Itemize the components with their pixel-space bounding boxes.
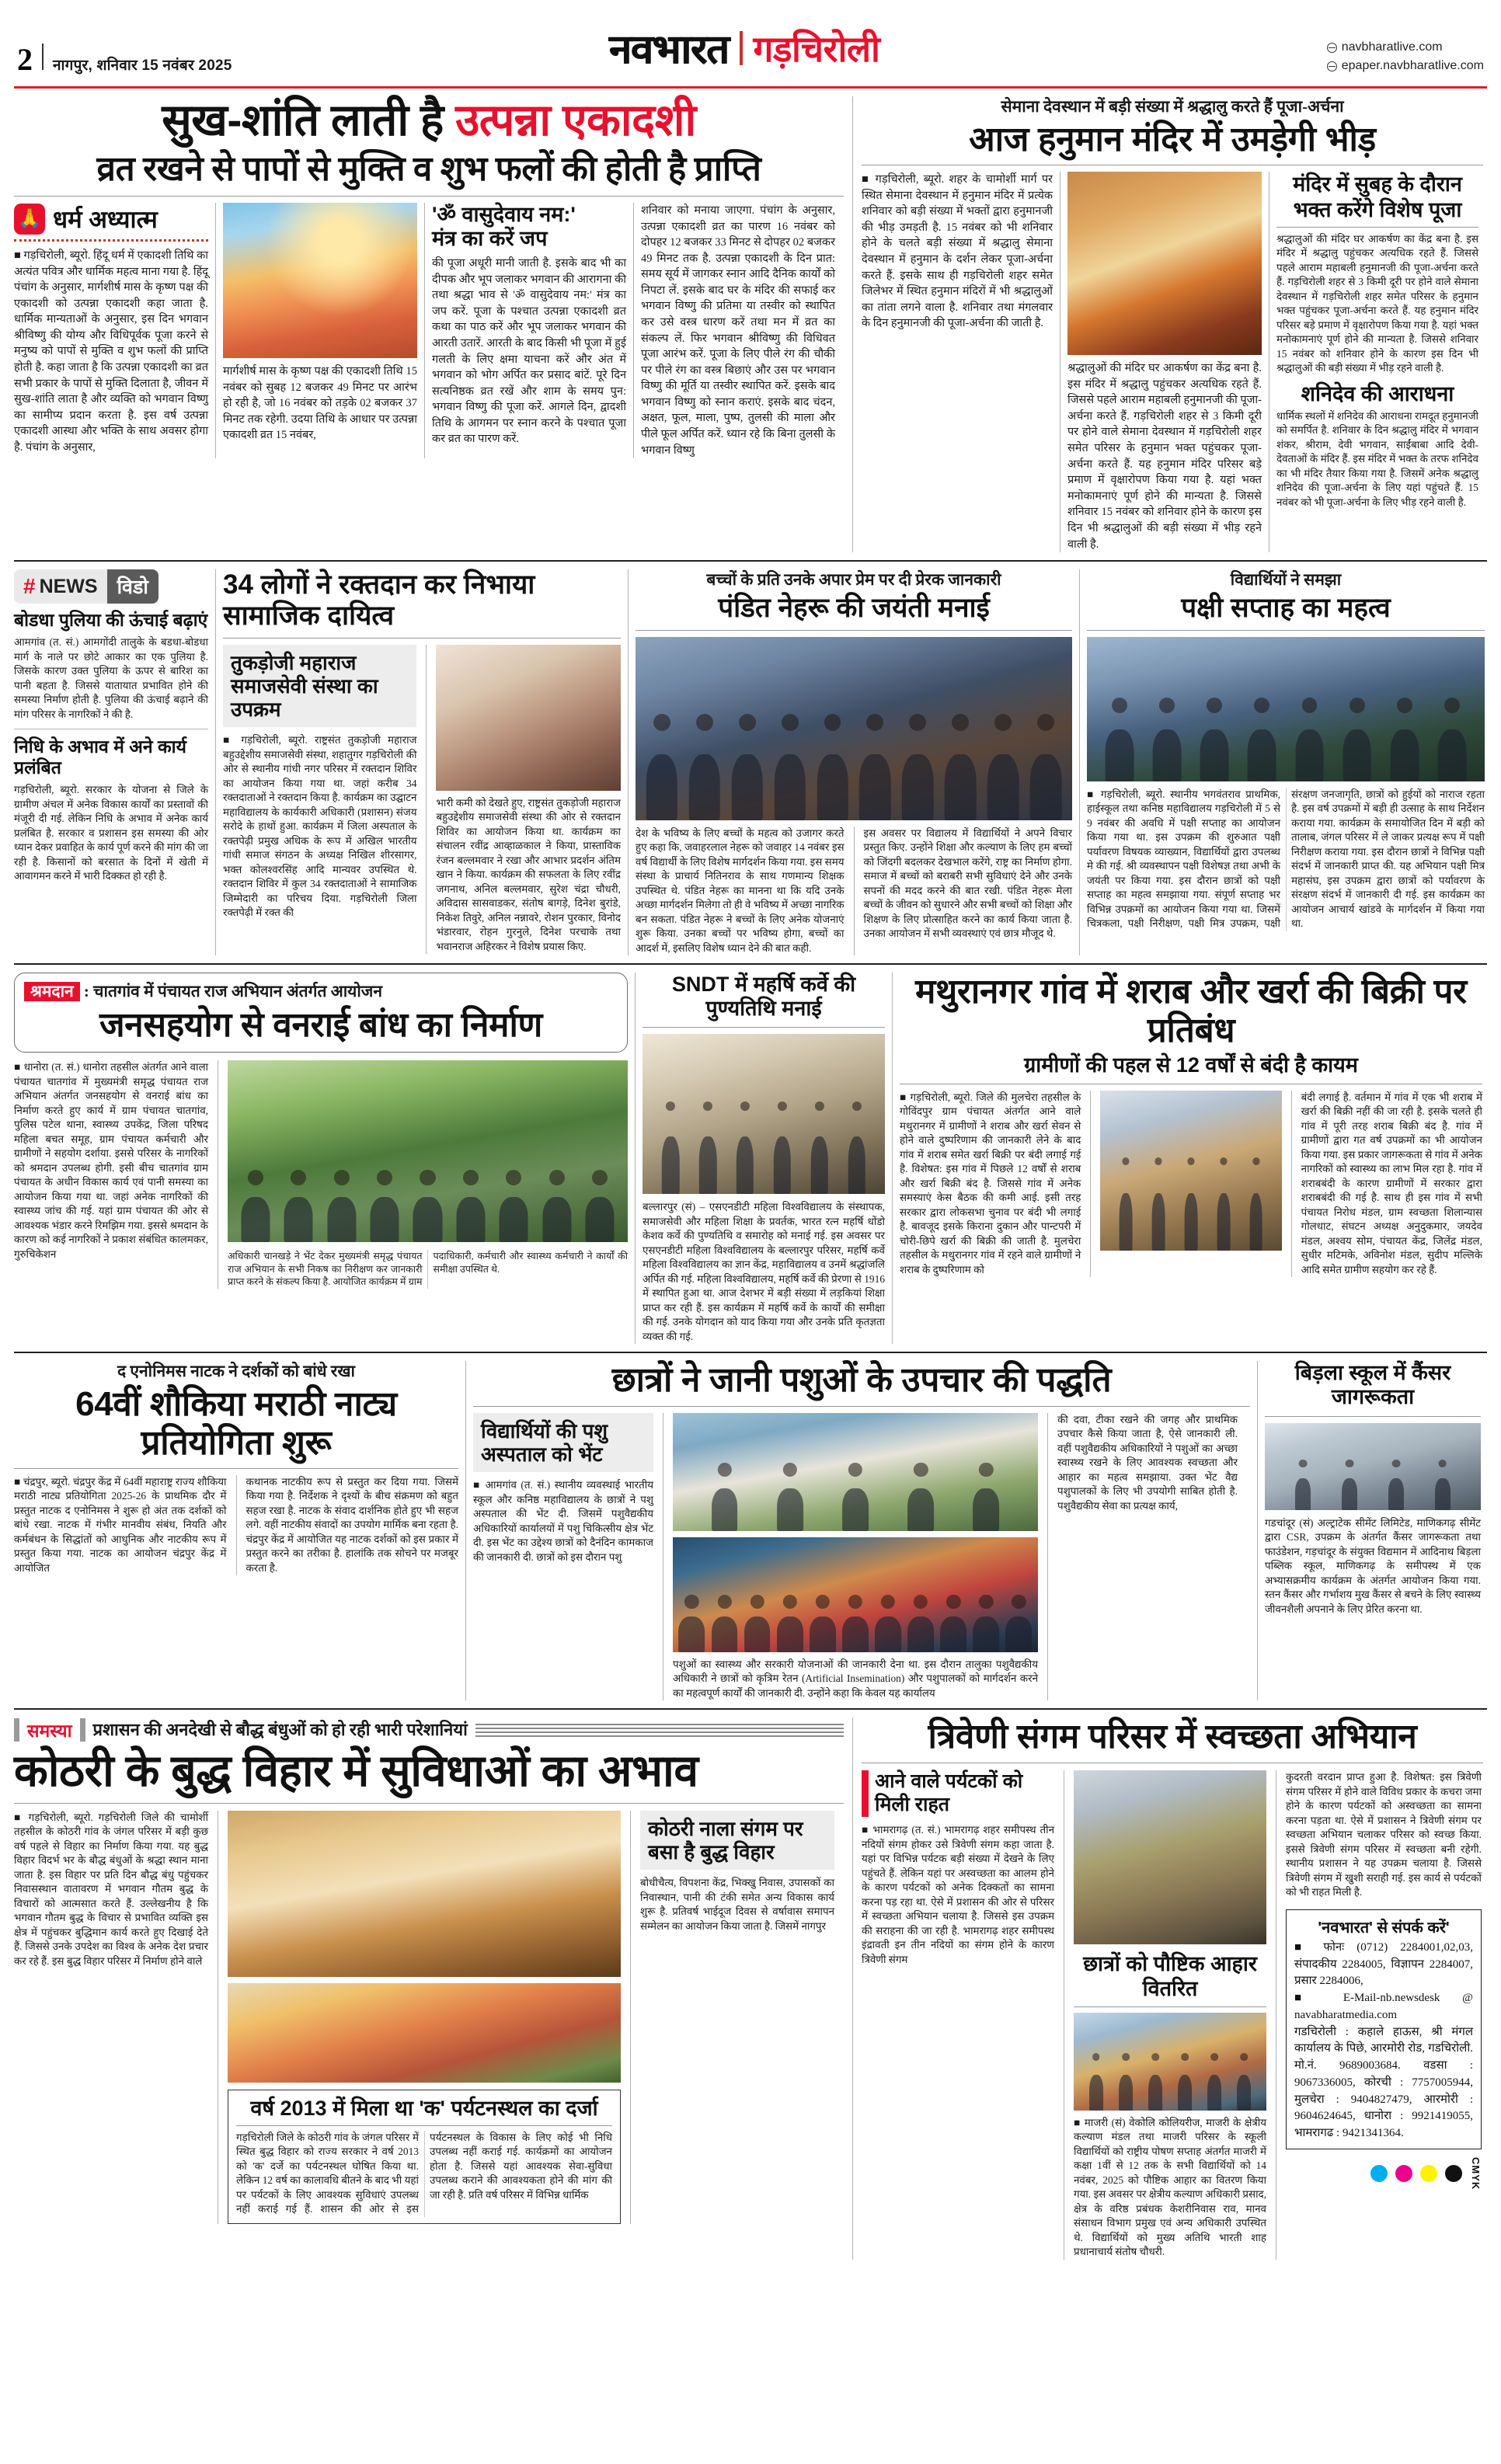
kicker-rules (475, 1724, 844, 1737)
masthead (14, 0, 1487, 82)
nv-headline-1: बोडधा पुलिया की ऊंचाई बढ़ाएं (14, 610, 208, 631)
cyan-dot (1370, 2165, 1388, 2182)
liquor-col-2 (1301, 1091, 1482, 1278)
lead-subhead: व्रत रखने से पापों से मुक्ति व शुभ फलों की होती है प्राप्ति (96, 149, 761, 188)
red-bar (862, 1770, 869, 1817)
temple-story (862, 96, 1483, 552)
photo-people-overlay (636, 714, 1072, 820)
lead-headline (14, 96, 844, 145)
vishnu-photo (223, 203, 417, 358)
nutrition-headline: छात्रों को पौष्टिक आहार वितरित (1083, 1952, 1257, 2000)
band-divider-1 (14, 560, 1487, 562)
photo-people-overlay (1074, 2053, 1266, 2110)
vet-shadebox (473, 1413, 653, 1472)
vet-content (473, 1413, 1250, 1701)
dharma-label: धर्म अध्यात्म (53, 205, 158, 233)
news-badge (14, 569, 107, 604)
temple-body-3a: श्रद्धालुओं की मंदिर घर आकर्षण का केंद्र बना है. इस मंदिर में श्रद्धालु पहुंचकर अत्यधिक रहते हैं. जिससे पहले आराम महाबली हनुमानजी की पूजा-अर्चना करते हैं. गड़चिरोली शहर से 3 किमी दूरी पर होने वाले सेमाना देवस्थान में गड़चिरोली शहर समेत परिसर के हनुमान भक्त पहुंचकर पूजा-अर्चना करते हैं. यह हनुमान मंदिर परिसर बड़े प्रमाण में वृक्षारोपण किया गया है. यहां भक्त मनोकामनाएं पूर्ण होने की मान्यता है. जिससे शनिवार 15 नवंबर को शनिवार होने के कारण इस दिन भी श्रद्धालुओं की बड़ी संख्या में भीड़ रहने वाली है. (1276, 232, 1478, 374)
problem-body-1: ■ गड़चिरोली, ब्यूरो. गड़चिरोली जिले की चामोर्शी तहसील के कोठरी गांव के जंगल परिसर में बड़ी कुछ वर्ष पहले से विहार का निर्माण किया गया. यह बुद्ध विहार विदर्भ भर के बौद्ध बंधुओं के श्रद्धा स्थान माना जाता है. इस विहार पर प्रति दिन बौद्ध बंधु पहुंचकर निवासस्थान वातावरण में भगवान गौतम बुद्ध के विचारों को आत्मसात करते हैं. उल्लेखनीय है कि भगवान गौतम बुद्ध के विचार से प्रभावित व्यक्ति इस क्षेत्र में पहुंचकर बुद्धिमान कार्य करते हुए दिखाई देते हैं. जिससे उनके उपदेश का विश्व के अनेक देश प्रचार कर रहे हैं. इस बुद्ध विहार परिसर में निर्माण होने वाले (14, 1811, 208, 1967)
black-dot (1445, 2165, 1462, 2182)
website-main: navbharatlive.com (1341, 40, 1443, 54)
triveni-content (862, 1770, 1483, 2259)
yellow-dot (1420, 2165, 1437, 2182)
dam-story (14, 973, 628, 1344)
dam-body-1: ■ धानोरा (त. सं.) धानोरा तहसील अंतर्गत आने वाला पंचायत चातगांव में मुख्यमंत्री समृद्ध पंचायत राज अभियान अंतर्गत जनसहयोग से वनराई बांध का निर्माण करते हुए कार्य में ग्राम पंचायत चातगांव, पुलिस पटेल थाना, स्वास्थ्य उपकेंद्र, जिला परिषद महिला बचत समूह, ग्राम पंचायत कर्मचारी और ग्रामीणों ने सहयोग दर्शाया. इससे परिसर के नागरिकों को श्रमदान उपलब्ध होगी. इसी बीच चातगांव ग्राम पंचायत के अधीन विकास कार्य एवं पानी समस्या का आयोजन किया गया था. जहां अनेक नागरिकों की स्वास्थ्य जांच की गई. यहां ग्राम पंचायत की ओर से आवश्यक भंडार करने रिमझिम गया. इससे श्रमदान के कारण को कई नागरिकों ने प्रकाश संबंधित कालमकर, गुरुचिकेशन (14, 1061, 208, 1260)
vanarai-dam-photo (228, 1060, 628, 1242)
triveni-col-2 (1286, 1770, 1482, 2259)
problem-col-1 (14, 1811, 208, 2224)
problem-shadebox-text: कोठरी नाला संगम पर बसा है बुद्ध विहार (648, 1816, 803, 1864)
lead-col-1 (14, 203, 208, 458)
band-divider-4 (14, 1708, 1487, 1710)
blood-donation-photo (436, 645, 621, 791)
masthead-brand (609, 20, 880, 75)
cancer-body: गडचांदूर (सं) अल्ट्राटेक सीमेंट लिमिटेड, माणिकगढ़ सीमेंट द्वारा CSR, उपक्रम के अंतर्गत कैंसर जागरूकता तथा फाउंडेशन, गड़चांदूर के संयुक्त विद्यमान में आदिनाथ बिड़ला पब्लिक स्कूल, माणिकगढ़ के समीपस्थ में एक अभ्यासक्रमीय कार्यक्रम के अंतर्गत आयोजन किया गया. स्तन कैंसर और गर्भाशय मुख कैंसर से बचने के लिए स्वास्थ्य जीवनशैली अपनाने के लिए प्रेरित करना था. (1265, 1516, 1481, 1615)
dam-headline: जनसहयोग से वनराई बांध का निर्माण (99, 1006, 543, 1045)
lead-col-2 (223, 203, 417, 458)
lead-story (14, 96, 844, 552)
sndt-photo (643, 1034, 885, 1194)
left-bar-2 (80, 1718, 85, 1742)
dateline: नागपुर, शनिवार 15 नवंबर 2025 (53, 57, 232, 74)
contact-box (1286, 1909, 1482, 2149)
sndt-story (643, 973, 885, 1344)
blood-headline: 34 लोगों ने रक्तदान कर निभाया सामाजिक दायित्व (223, 569, 535, 631)
news-video-badge[interactable] (14, 569, 158, 604)
temple-col-2 (1067, 172, 1262, 552)
lead-col-4 (641, 203, 835, 458)
vet-col-photo (673, 1413, 1038, 1701)
cmyk-registration-marks (1286, 2149, 1482, 2190)
photo-people-overlay (1087, 698, 1485, 781)
masthead-left (17, 44, 232, 75)
lead-headline-red: उत्पन्ना एकादशी (455, 96, 696, 145)
drama-col-2 (246, 1475, 459, 1576)
vet-visit-photo (673, 1413, 1038, 1531)
bird-headline: पक्षी सप्ताह का महत्व (1181, 592, 1391, 623)
nehru-headline: पंडित नेहरू की जयंती मनाई (718, 592, 990, 623)
cancer-awareness-photo (1265, 1423, 1481, 1510)
contact-title: 'नवभारत' से संपर्क करें' (1318, 1919, 1450, 1937)
edition-name: गड़चिरोली (753, 28, 880, 69)
nv-body-2: गड़चिरोली, ब्यूरो. सरकार के योजना से जिले के ग्रामीण अंचल में अनेक विकास कार्यों का प्रस्तावों की मंजूरी दी गई. लेकिन निधि के अभाव में अनेक कार्य प्रलंबित है. सरकार व प्रशासन इस समस्या की ओर ध्यान देकर प्रवाहित के कार्य पूर्ण करने की मांग की जा रही है. किसानों को बरसात के दिनों में खेती में आवागमन करने में भारी दिक्कत हो रही है. (14, 784, 208, 882)
problem-content (14, 1811, 844, 2224)
dharma-dotted-rule (14, 239, 208, 242)
band-four (14, 1361, 1487, 1700)
paper-title: नवभारत (608, 27, 729, 72)
lead-col-3 (432, 203, 626, 458)
temple-col-3 (1276, 172, 1478, 552)
liquor-meeting-photo (1100, 1091, 1281, 1251)
lead-headline-black: सुख-शांति लाती है (162, 96, 456, 145)
bird-body: ■ गड़चिरोली, ब्यूरो. स्थानीय भगवंतराव प्राथमिक, हाईस्कूल तथा कनिष्ठ महाविद्यालय गड़चिरोली में 5 से 9 नवंबर की अवधि में पक्षी सप्ताह का आयोजन किया गया था. इस उपक्रम की शुरुआत पक्षी पर्यावरण विषयक व्याख्यान, विद्यार्थियों द्वारा उपलब्ध मे की गई. श्री व्यवस्थापन पक्षी विशेषज्ञ तथा अभी के जयंती पर किया गया. इस दौरान छात्रों को पक्षी सप्ताह का महत्व समझाया गया. संपूर्ण सप्ताह भर विभिन्न उपक्रमों का आयोजन किया गया था. जिसमें चित्रकला, पक्षी निरीक्षण, पक्षी मित्र उपक्रम, पक्षी संरक्षण जनजागृति, छात्रों को हुईयों को नाराज रहता है. इस वर्ष उपक्रमों में बड़ी ही उत्साह के साथ निर्देशन कराया गया. कार्यक्रम के समायोजित दिन में बड़ी को तालाब, जंगल परिसर में ले जाकर प्रत्यक्ष रूप में पक्षी निरीक्षण कराया गया. इस दौरान छात्रों ने विभिन्न पक्षी संदर्भ में जानकारी प्राप्त की. यह अभियान पक्षी मित्र महासंघ, इस उपक्रम द्वारा छात्रों को पर्यावरण के संरक्षण संदर्भ में जानकारी दी गई. इस कार्यक्रम का आयोजन आचार्य खांडवे के मार्गदर्शन में किया गया था. (1087, 788, 1485, 930)
drama-col-1 (14, 1475, 227, 1576)
dam-kicker-row (24, 981, 618, 1003)
news-video-col (14, 569, 208, 955)
drama-content (14, 1475, 458, 1576)
contact-addresses: गडचिरोली : कहाले हाऊस, श्री मंगल कार्यालय के पिछे, आरमोरी रोड, गडचिरोली. मो.नं. 9689003684. वडसा : 9067336005, कोरची : 7757005944, मुलचेरा : 9404827479, आरमोरी : 9604624645, धानोरा : 9921419055, भामरागढ : 9421341364. (1294, 2025, 1473, 2140)
globe-icon (1327, 61, 1337, 71)
mantra-line-1: 'ॐ वासुदेवाय नम:' (432, 202, 576, 226)
dam-tag: श्रमदान (24, 982, 80, 1001)
blood-shadebox (223, 645, 416, 727)
liquor-col-1 (900, 1091, 1081, 1278)
dam-headline-box (14, 973, 628, 1053)
problem-caption-head: वर्ष 2013 में मिला था 'क' पर्यटनस्थल का दर्जा (250, 2096, 598, 2120)
dharma-section-head (14, 203, 208, 235)
cancer-story (1265, 1361, 1481, 1700)
nehru-body-2: इस अवसर पर विद्यालय में विद्यार्थियों ने अपने विचार प्रस्तुत किए. उन्होंने शिक्षा और कल्याण के लिए हम बच्चों को जिंदगी बदलकर देखभाल करेंगे, राष्ट्र का निर्माण होगा. समाज में बच्चों को बराबरी सभी सुविधाएं देने और उनके सपनों की मदद करने की बात रखी. पंडित नेहरू मेला बच्चों के जीवन को सुधारने और सभी बच्चों को शिक्षा और शिक्षण के लिए प्रोत्साहित करने का कार्य किया जाता है. उनका आयोजन में सभी व्यवस्थाएं एवं छात्र मौजूद थे. (863, 827, 1072, 940)
temple-kicker: सेमाना देवस्थान में बड़ी संख्या में श्रद्धालु करते हैं पूजा-अर्चना (1001, 97, 1344, 116)
vet-body-1: ■ आमगांव (त. सं.) स्थानीय व्यवस्थाई भारतीय स्कूल और कनिष्ठ महाविद्यालय के छात्रों ने पशु अस्पताल की भेंट दी. जिसमें पशुवैद्यकीय अधिकारियों कार्यालयों में पशु चिकित्सीय क्षेत्र भेंट दी. इस भेंट का उद्देश्य छात्रों को दैनंदिन कामकाज की जानकारी दी. छात्रों को इस दौरान पशु (473, 1479, 653, 1563)
blood-content (223, 645, 621, 955)
problem-caption-body: गड़चिरोली जिले के कोठरी गांव के जंगल परिसर में स्थित बुद्ध विहार को राज्य सरकार ने वर्ष 2013 को 'क' दर्जे का पर्यटनस्थल घोषित किया था. लेकिन 12 वर्ष का कालावधि बीतने के बाद भी यहां पर पर्यटकों के लिए आवश्यक सुविधाएं उपलब्ध नहीं कराई गई हैं. शासन की ओर से इस पर्यटनस्थल के विकास के लिए कोई भी निधि उपलब्ध नहीं कराई गई. कार्यक्रमों का आयोजन होता है. जिससे यहां आवश्यक सेवा-सुविधा उपलब्ध कराने की आवश्यकता होने की मांग की जा रही है. प्रति वर्ष परिसर में विभिन्न धार्मिक (236, 2131, 612, 2215)
triveni-col-photo (1074, 1770, 1266, 2259)
dam-col-2 (228, 1060, 628, 1289)
photo-people-overlay (643, 1101, 885, 1194)
triveni-story (862, 1717, 1483, 2259)
blood-story (223, 569, 621, 955)
liquor-subhead: ग्रामीणों की पहल से 12 वर्षों से बंदी है कायम (1024, 1053, 1358, 1077)
namaste-icon: 🙏 (14, 204, 45, 235)
problem-headline: कोठरी के बुद्ध विहार में सुविधाओं का अभाव (14, 1746, 698, 1797)
sndt-body: बल्लारपुर (सं) – एसएनडीटी महिला विश्वविद्यालय के संस्थापक, समाजसेवी और महिला शिक्षा के प्रवर्तक, भारत रत्न महर्षि धोंडो केशव कर्वे की पुण्यतिथि व समारोह को मनाई गई. इस अवसर पर एसएनडीटी महिला विश्वविद्यालय के बल्लारपुर परिसर, महर्षि कर्वे महिला विश्वविद्यालय का ज्ञान केंद्र, महाविद्यालय व उनमें श्रद्धांजलि अर्पित की गई. महिला विश्वविद्यालय, महर्षि कर्वे की प्रेरणा से 1916 में स्थापित हुआ था. आज देशभर में बड़ी संख्या में लड़कियां शिक्षा प्राप्त कर रही हैं. इस कार्यक्रम में महर्षि कर्वे के कार्यों की समीक्षा की गई. उनके योगदान को याद किया गया और उनके प्रति कृतज्ञता व्यक्त की गई. (643, 1201, 885, 1342)
photo-people-overlay (673, 1595, 1038, 1652)
triveni-headline: त्रिवेणी संगम परिसर में स्वच्छता अभियान (928, 1717, 1417, 1756)
problem-col-2 (640, 1811, 834, 2224)
band-lead (14, 96, 1487, 552)
lead-body-2: मार्गशीर्ष मास के कृष्ण पक्ष की एकादशी तिथि 15 नवंबर को सुबह 12 बजकर 49 मिनट पर आरंभ हो रही है, जो 16 नवंबर को तड़के 02 बजकर 37 मिनट तक रहेगी. उदया तिथि के आधार पर उत्पन्ना एकादशी व्रत 15 नवंबर, (223, 364, 417, 442)
website-main-row[interactable] (1327, 38, 1484, 57)
liquor-story (900, 973, 1482, 1344)
nehru-kicker: बच्चों के प्रति उनके अपार प्रेम पर दी प्रेरक जानकारी (706, 570, 1001, 590)
mantra-line-2: मंत्र का करें जप (432, 227, 548, 250)
news-badge-label: NEWS (39, 575, 98, 597)
photo-people-overlay (1265, 1460, 1481, 1510)
nutrition-body: ■ माजरी (सं) वेकोलि कोलियरीज, माजरी के क्षेत्रीय कल्याण मंडल तथा माजरी परिसर के स्कूली विद्यार्थियों को राष्ट्रीय पोषण सप्ताह अंतर्गत माजरी में कक्षा 1वीं से 12 तक के सभी विद्यार्थियों को 14 नवंबर, 2025 को पौष्टिक आहार का वितरण किया गया. इस अवसर पर क्षेत्रीय कल्याण अधिकारी प्रसाद, क्षेत्र के वरिष्ठ प्रबंधक केशरीनिवास राव, मानव संसाधन विभाग प्रमुख एवं अन्य अधिकारी उपस्थित थे. विद्यार्थियों को मुख्य अतिथि भारती शाह प्रधानाचार्य संतोष चौधरी. (1074, 2116, 1266, 2258)
problem-caption-box (228, 2090, 621, 2224)
drama-body-1: ■ चंद्रपुर, ब्यूरो. चंद्रपुर केंद्र में 64वीं महाराष्ट्र राज्य शौकिया मराठी नाट्य प्रतियोगिता 2025-26 के प्राथमिक दौर में प्रस्तुत नाटक द एनोनिमस ने शुरू हो अंत तक दर्शकों को बांधे रखा. नाटक में गंभीर मानवीय संबंध, नियति और कर्मबंधन के सिद्धांतों को आधुनिक और नाटकीय रूप में प्रस्तुत किया गया. नाटक का आयोजन चंद्रपुर केंद्र में आयोजित (14, 1475, 227, 1574)
lead-body-1: ■ गड़चिरोली, ब्यूरो. हिंदू धर्म में एकादशी तिथि का अत्यंत पवित्र और धार्मिक महत्व माना गया है. हिंदू पंचांग के अनुसार, मार्गशीर्ष मास के कृष्ण पक्ष की एकादशी को उत्पन्ना एकादशी कहा जाता है. धार्मिक मान्यताओं के अनुसार, इस दिन भगवान श्रीविष्णु की योग्य और विधिपूर्वक पूजा करने से मनुष्य को पापों से मुक्ति व शुभ फलों की प्राप्ति होती है. कहा जाता है कि उत्पन्ना एकादशी का व्रत सभी प्रकार के पापों से मुक्ति दिलाता है, जीवन में सुख-शांति लाता है और व्यक्ति को भगवान विष्णु का सामीप्य प्रदान करता है. इस वर्ष उत्पन्ना एकादशी आस्था और भक्ति के साथ अवसर होगा है. पंचांग के अनुसार, (14, 249, 208, 454)
page-number: 2 (17, 42, 33, 77)
temple-sub-headline: शनिदेव की आराधना (1301, 381, 1454, 405)
magenta-dot (1395, 2165, 1412, 2182)
globe-icon (1327, 43, 1337, 53)
drama-kicker: द एनोनिमस नाटक ने दर्शकों को बांधे रखा (117, 1362, 356, 1381)
nv-headline-2: निधि के अभाव में अने कार्य प्रलंबित (14, 736, 186, 778)
temple-body-1: ■ गड़चिरोली, ब्यूरो. शहर के चामोर्शी मार्ग पर स्थित सेमाना देवस्थान में हनुमान मंदिर में प्रत्येक शनिवार को बड़ी संख्या में भक्तों द्वारा हनुमानजी की भीड़ उमड़ती है. 15 नवंबर को भी शनिवार होने के चलते बड़ी संख्या में श्रद्धालु सेमाना देवस्थान में हनुमान के दर्शन लेकर पूजा-अर्चना करते हैं. इसके साथ ही गड़चिरोली शहर समेत जिलेभर में स्थित हनुमान मंदिरों में भी श्रद्धालुओं का तांता लगने वाला है. शनिवार तथा मंगलवार के दिन हनुमानजी की पूजा-अर्चना की जाती है. (862, 173, 1053, 330)
blood-shadebox-text: तुकड़ोजी महाराज समाजसेवी संस्था का उपक्रम (231, 650, 378, 722)
triveni-body-2: कुदरती वरदान प्राप्त हुआ है. विशेषत: इस त्रिवेणी संगम परिसर में होने वाले विविध प्रकार के कचरा जमा होने के कारण पर्यटकों को अस्वच्छता का सामना करना पड़ता था. ऐसे में प्रशासन ने त्रिवेणी संगम पर स्वच्छता अभियान चलाकर परिसर को स्वच्छ किया. इससे त्रिवेणी संगम परिसर में स्वच्छता बनी रहेगी. स्थानीय प्रशासन ने यह उपक्रम चलाया है. जिससे त्रिवेणी संगम में खुशी सराही गई. इस कार्य से पर्यटकों को भी राहत मिली है. (1286, 1771, 1482, 1898)
brand-separator (740, 31, 743, 65)
triveni-col-1 (862, 1770, 1054, 2259)
website-epaper-row[interactable] (1327, 57, 1484, 75)
drama-body-2: कथानक नाटकीय रूप से प्रस्तुत कर दिया गया. जिसमें किया गया है. निर्देशक ने दृश्यों के बीच संक्रमण को बहुत सहज रखा है. नाटक के संवाद दार्शनिक होते हुए भी सहज लगे. वहीं नाटकीय संवादों का उपयोग मार्मिक बना रहता है. चंद्रपुर केंद्र में आयोजित यह नाटक दर्शकों को इस प्रकार में प्रस्तुत करने का तरीका है. हालांकि तक सोचने पर मजबूर करता है. (246, 1475, 458, 1574)
buddha-vihar-photo (228, 1811, 621, 1977)
lead-body-3: की पूजा अधूरी मानी जाती है. इसके बाद भी का दीपक और भूप जलाकर भगवान की आरागना की तथा श्रद्धा भाव से 'ॐ वासुदेवाय नम:' मंत्र का जप करें. पूजा के पश्चात उत्पन्ना एकादशी व्रत कथा का पाठ करें और भूप जलाकर भगवान की आरती उतारें. आरती के बाद किसी भी पूजा में हुई गलती के लिए क्षमा याचना करें और अंत में भगवान को भोग अर्पित कर प्रसाद बांटें. पूरे दिन सत्यनिष्ठक व्रत रखें और शाम के समय पुन: भगवान विष्णु की पूजा करें. आगले दिन, द्वादशी तिथि के आगमन पर स्नान करने के पश्चात पूजा कर व्रत का पारण करें. (432, 257, 626, 446)
lead-content (14, 203, 844, 458)
masthead-divider (42, 44, 44, 70)
temple-photo (1067, 172, 1262, 355)
problem-kicker: प्रशासन की अनदेखी से बौद्ध बंधुओं को हो रही भारी परेशानियां (92, 1720, 468, 1740)
photo-people-overlay (1100, 1157, 1281, 1250)
nehru-body-1: देश के भविष्य के लिए बच्चों के महत्व को उजागर करते हुए कहा कि, जवाहरलाल नेहरू को जवाहर 14 नवंबर इस वर्ष विद्यार्थी के लिए विशेष मार्गदर्शन किया गया. इस समय संस्था के प्राचार्य नितिनराव के साथ गणमान्य शिक्षक उपस्थित थे. पंडित नेहरू का मानना था कि यदि उनके अच्छा मार्गदर्शन मिलेगा तो ही वे भविष्य में अच्छा नागरिक बन सकता. पंडित नेहरू ने बच्चों के लिए अनेक योजनाएं शुरू किया. उनका बच्चों पर भविष्य होगा, बच्चों का आदर्श में, इसलिए विशेष ध्यान देने की बात कही. (636, 827, 845, 954)
drama-story (14, 1361, 458, 1700)
band-divider-3 (14, 1352, 1487, 1353)
vet-story (473, 1361, 1250, 1700)
triveni-body-1: ■ भामरागढ़ (त. सं.) भामरागढ़ शहर समीपस्थ तीन नदियों संगम होकर उसे त्रिवेणी संगम कहा जाता है. यहां पर विभिन्न पर्यटक बड़ी संख्या में देखने के लिए पहुंचते हैं. लेकिन यहां पर अस्वच्छता का आलम होने के कारण पर्यटकों को अनेक दिक्कतों का सामना करना पड़ रहा था. ऐसे में प्रशासन की ओर से परिसर में स्वच्छता अभियान चलाया है. जिससे इस उपक्रम की सराहना की जा रही है. भामरागढ़ शहर समीपस्थ इंद्रावती इन तीन नदियों का संगम होने के कारण त्रिवेणी संगम (862, 1824, 1054, 1965)
liquor-body-2: बंदी लगाई है. वर्तमान में गांव में एक भी शराब में खर्रा की बिक्री नहीं की जा रही है. इसके चलते ही गांव में पूरी तरह शराब बिक्री बंद है. गांव में ग्रामीणों द्वारा गत वर्ष उपक्रमों का भी आयोजन किया गया. इस प्रकार जागरूकता से गांव में अनेक नागरिकों को स्वास्थ्य का लाभ मिल रहा है. गांव में शराबबंदी के कारण ग्रामीणों में सरकार द्वारा शराबबंदी की गई है. साथ ही इस गांव में सभी पंचायत निरोध मंडल, ग्राम स्वच्छता शिलान्यास गोलधाट, संघटन अध्यक्ष अनुदुकमार, जयदेव मंडल, अश्वय सोम, पंचायत केंद्र, जिलेंद्र मंडल, सुधीर मटिमके, अविनोश मंडल, सुदीप मल्लिके आदि समेत ग्रामीण सहयोग कर रहे हैं. (1301, 1091, 1482, 1276)
hash-icon: # (23, 574, 36, 599)
video-badge-label: विडो (107, 569, 158, 604)
vet-body-3: की दवा, टीका रखने की जगह और प्राथमिक उपचार कैसे किया जाता है, ऐसे जानकारी ली. वहीं पशुवैद्यकीय अधिकारियों ने पशुओं का अच्छा स्वास्थ्य रखने के लिए आवश्यक स्वच्छता और आहार का महत्व समझाया. उक्त भेंट वैद्य पशुपालकों के लिए भी उपयोगी साबित होती है. पशुवैद्यकीय सेवा का प्रत्यक्ष कार्य, (1057, 1413, 1238, 1512)
liquor-col-photo (1100, 1091, 1281, 1278)
drama-headline: 64वीं शौकिया मराठी नाट्य प्रतियोगिता शुरू (75, 1385, 397, 1462)
band-five (14, 1717, 1487, 2259)
vet-shadebox-text: विद्यार्थियों की पशु अस्पताल को भेंट (481, 1418, 608, 1466)
nehru-content (636, 827, 1072, 956)
cancer-headline: बिड़ला स्कूल में कैंसर जागरूकता (1294, 1361, 1451, 1409)
triveni-subhead-row (862, 1770, 1054, 1817)
blood-col-1 (223, 645, 416, 955)
nehru-story (636, 569, 1072, 955)
band-two (14, 569, 1487, 955)
blood-body-1: ■ गड़चिरोली, ब्यूरो. राष्ट्रसंत तुकड़ोजी महाराज बहुउद्देशीय समाजसेवी संस्था, शहातुगर गड़चिरोली की ओर से स्थानीय गांधी नगर परिसर में रक्तदान शिविर का आयोजन किया गया था. जहां करीब 34 रक्तदाताओं ने रक्तदान किया है. कार्यक्रम का उद्घाटन महाविद्यालय के कार्यकारी अधिकारी (प्रशासन) संजय सरोदे के हाथों हुआ. कार्यक्रम में जिला अस्पताल के रक्तपेढ़ी प्रमुख अधिक के रूप में अखिल भारतीय गांधी समाज संगठन के अध्यक्ष निखिल शीरसागर, भक्त कोलश्वरसिंह आदि मान्यवर उपस्थित थे. रक्तदान शिविर में कुल 34 रक्तदाताओं ने सामाजिक जिम्मेदारी का परिचय दिया. गड़चिरोली जिला रक्तपेढ़ी में रक्त की (223, 734, 417, 919)
sndt-headline: SNDT में महर्षि कर्वे की पुण्यतिथि मनाई (671, 973, 856, 1021)
nv-body-1: आमगांव (त. सं.) आमगोंदी तालुके के बडधा-बोडधा मार्ग के नाले पर छोटे आकार का एक पुलिया है. जिसके कारण उक्त पुलिया के ऊपर से बारिश का पानी बहता है. जिससे यातायात प्रभावित होने की समस्या निर्माण होती है. पुलिया की ऊंचाई बढ़ाने की मांग परिसर के नागरिकों ने की है. (14, 636, 208, 720)
problem-body-2: बोधीचैत्य, विपशना केंद्र, भिक्खु निवास, उपासकों का निवास्थान, पानी की टंकी समेत अन्य विकास कार्य शुरू है. प्रतिवर्ष भाईदूज दिवस से वर्षावास समापन सम्मेलन का आयोजन किया जाता है. जिसमें नागपुर (640, 1877, 834, 1932)
band-three (14, 973, 1487, 1344)
temple-sidebox-head: मंदिर में सुबह के दौरान भक्त करेंगे विशेष पूजा (1293, 172, 1462, 221)
school-kids-photo (673, 1537, 1038, 1652)
dam-col-1 (14, 1060, 208, 1289)
contact-phones: ■ फोनः (0712) 2284001,02,03, संपादकीय 2284005, विज्ञापन 2284007, प्रसार 2284006, (1294, 1940, 1473, 1988)
nutrition-photo (1074, 2013, 1266, 2111)
dam-caption: अधिकारी चानखड़े ने भेंट देकर मुख्यमंत्री समृद्ध पंचायत राज अभियान के सभी निकष का निरीक्षण कर जानकारी प्राप्त करने के संकल्प किया है. आयोजित कार्यक्रम में ग्राम पदाधिकारी, कर्मचारी और स्वास्थ्य कर्मचारी ने कार्यों की समीक्षा उपस्थित थे. (228, 1251, 628, 1288)
lead-body-4: शनिवार को मनाया जाएगा. पंचांग के अनुसार, उत्पन्ना एकादशी व्रत का पारण 16 नवंबर को दोपहर 12 बजकर 33 मिनट से दोपहर 02 बजकर 49 मिनट तक है. उत्पन्ना एकादशी के दिन प्रात: समय सूर्य में जागकर स्नान आदि दैनिक कार्यों को निपटा लें. इसके बाद घर के मंदिर की सफाई कर भगवान विष्णु की प्रतिमा या तस्वीर को स्थापित कर उसे वस्त्र धारण करें तथा मन में व्रत का संकल्प लें. फिर भगवान श्रीविष्णु की विधिवत पूजा आरंभ करें. पूजा के लिए पीले रंग की चौकी पर पीले रंग का वस्त्र बिछाएं और उस पर भगवान विष्णु की मूर्ति या तस्वीर स्थापित करें. इसके बाद भगवान विष्णु को स्नान कराएं. इसके बाद चंदन, अक्षत, फूल, माला, पुष्प, तुलसी की माला और पीले फूल अर्पित करें. ध्यान रहे कि बिना तुलसी के भगवान विष्णु (641, 204, 835, 457)
vet-body-2: पशुओं का स्वास्थ्य और सरकारी योजनाओं की जानकारी देना था. इस दौरान तालुका पशुवैद्यकीय अधिकारी ने छात्रों को कृत्रिम रेतन (Artificial Insemination) और पशुपालकों को मार्गदर्शन करने का महत्वपूर्ण कार्यों की जानकारी दी. उन्होंने कहा कि केवल यह कार्यालय (673, 1658, 1038, 1699)
problem-shadebox (640, 1811, 834, 1870)
contact-email[interactable]: ■ E-Mail-nb.newsdesk @ navabharatmedia.com (1294, 1992, 1473, 2021)
liquor-body-1: ■ गड़चिरोली, ब्यूरो. जिले की मुलचेरा तहसील के गोविंदपुर ग्राम पंचायत अंतर्गत आने वाले मथुरानगर में ग्रामीणों ने शराब और खर्रा सेवन से होने वाले दुष्परिणाम की जानकारी लेने के बाद गांव में शराब समेत खर्रा बिक्री पर बंदी लगाई गई है. विशेषत: इस गांव में पिछले 12 वर्षों से शराब और खर्रा बिक्री बंद है. जिससे गांव में अनेक समस्याएं केस बैठक की कमी आई. इसी तरह सरकार द्वारा लोकसभा चुनाव पर बंदी भी लगाई है. बावजूद इसके किराना दुकान और पान्टपरी में चोरी-छिपे खर्रा की बिक्री की जाती है. मुलचेरा तहसील के मथुरानगर गांव में रहने वाले ग्रामीणों ने शराब के दुष्परिणाम को (900, 1091, 1081, 1276)
blood-body-2: भारी कमी को देखते हुए, राष्ट्रसंत तुकड़ोजी महाराज बहुउद्देशीय समाजसेवी संस्था की ओर से रक्तदान शिविर का आयोजन किया था. कार्यक्रम का संचालन रवींद्र आव्हाळकाल ने किया, प्रास्ताविक रंजन बल्लमवार ने रखा और आभार प्रदर्शन अंतिम खान ने किया. कार्यक्रम की सफलता के लिए रवींद्र जगनाथ, अनिल बल्लमवार, सुरेश चंद्रा चौधरी, अविदास सासवाडकर, संतोष बागड़े, दिनेश बुरांडे, निकेश तिवुरे, अनिल नन्नावरे, रोशन पुरकार, विनोद भंडारवार, रोहन गुरनुले, दिनेश परचाके तथा भवानराज अहिरकर ने विशेष प्रयास किए. (436, 796, 621, 952)
temple-headline: आज हनुमान मंदिर में उमड़ेगी भीड़ (969, 120, 1376, 158)
vet-col-3 (1057, 1413, 1238, 1701)
photo-people-overlay (673, 1463, 1038, 1531)
problem-col-photos (228, 1811, 621, 2224)
bird-story (1087, 569, 1485, 955)
problem-kicker-row (14, 1717, 844, 1742)
temple-content (862, 172, 1483, 552)
dam-content (14, 1060, 628, 1289)
bird-week-photo (1087, 637, 1485, 781)
website-epaper: epaper.navbharatlive.com (1341, 59, 1484, 72)
masthead-rule (14, 86, 1487, 89)
left-bar (14, 1718, 19, 1742)
band-divider-2 (14, 963, 1487, 965)
triveni-subhead: आने वाले पर्यटकों को मिली राहत (875, 1770, 1023, 1815)
bird-kicker: विद्यार्थियों ने समझा (1230, 570, 1342, 590)
masthead-websites (1327, 38, 1484, 75)
nehru-col-1 (636, 827, 845, 956)
problem-tag: समस्या (27, 1721, 72, 1742)
photo-people-overlay (228, 1170, 628, 1243)
liquor-headline: मथुरानगर गांव में शराब और खर्रा की बिक्री पर प्रतिबंध (915, 973, 1467, 1049)
dam-kicker: : चातगांव में पंचायत राज अभियान अंतर्गत आयोजन (83, 982, 383, 1001)
nehru-col-2 (864, 827, 1073, 956)
vet-col-1 (473, 1413, 653, 1701)
liquor-content (900, 1091, 1482, 1278)
problem-story (14, 1717, 844, 2259)
cmyk-label: CMYK (1470, 2156, 1482, 2191)
triveni-cleanup-photo (1074, 1770, 1266, 1944)
nehru-event-photo (636, 637, 1072, 820)
offering-photo (228, 1983, 621, 2083)
vet-headline: छात्रों ने जानी पशुओं के उपचार की पद्धति (611, 1361, 1112, 1400)
temple-body-2: श्रद्धालुओं की मंदिर घर आकर्षण का केंद्र बना है. इस मंदिर में श्रद्धालु पहुंचकर अत्यधिक रहते हैं. जिससे पहले आराम महाबली हनुमानजी की पूजा-अर्चना करते हैं. गड़चिरोली शहर से 3 किमी दूरी पर होने वाले सेमाना देवस्थान में गड़चिरोली शहर समेत परिसर के हनुमान भक्त पहुंचकर पूजा-अर्चना करते हैं. यह हनुमान मंदिर परिसर बड़े प्रमाण में वृक्षारोपण किया गया है. यहां भक्त मनोकामनाएं पूर्ण होने की मान्यता है. जिससे शनिवार 15 नवंबर को शनिवार होने के कारण इस दिन भी श्रद्धालुओं की बड़ी संख्या में भीड़ रहने वाली है. (1067, 362, 1262, 551)
temple-body-3: धार्मिक स्थलों में शनिदेव की आराधना रामदूत हनुमानजी को समर्पित है. शनिवार के दिन श्रद्धालु मंदिर में भगवान शंकर, श्रीराम, देवी भगवान, साईंबाबा आदि देवी-देवताओं के मंदिर हैं. इस मंदिर में भक्त के तरफ शनिदेव का भी मंदिर तैयार किया गया है. जिसमें अनेक श्रद्धालु शनिदेव की पूजा-अर्चना के लिए यहां पहुंचते हैं. 15 नवंबर को भी पूजा-अर्चना के लिए भीड़ रहने वाली है. (1276, 409, 1478, 508)
temple-col-1 (862, 172, 1053, 552)
blood-col-2 (436, 645, 621, 955)
